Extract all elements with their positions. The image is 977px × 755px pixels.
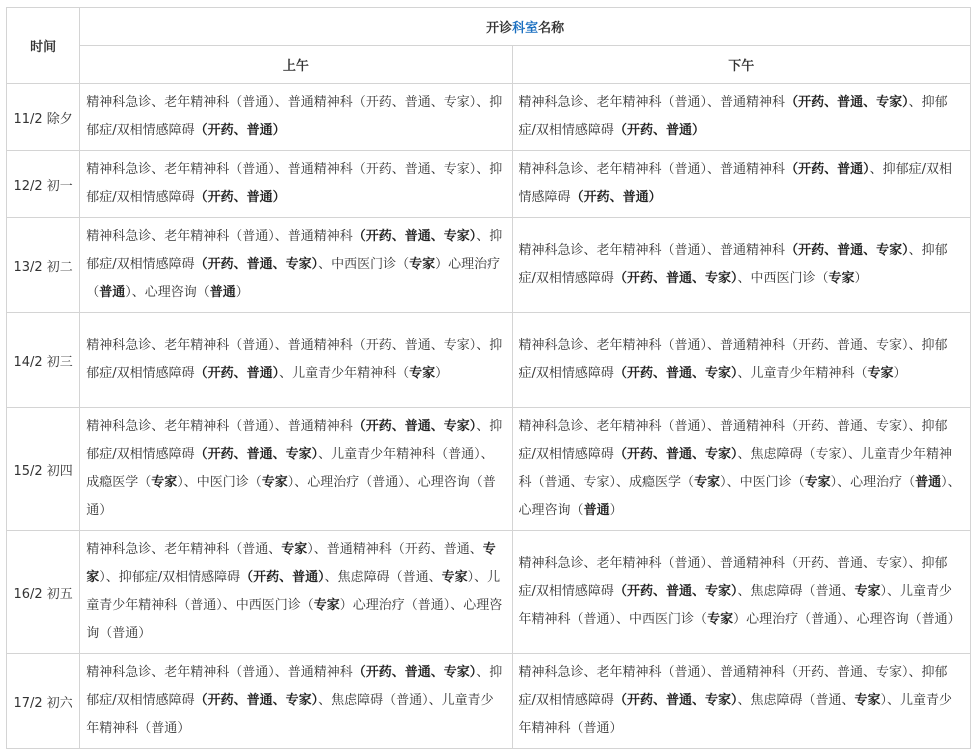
emphasized-text: （开药、普通） [194,190,286,205]
afternoon-header: 下午 [512,46,970,84]
department-text: 精神科急诊、老年精神科（普通）、普通精神科（开药、普通、专家）、抑郁症/双相情感障碍 [86,338,503,381]
emphasized-text: （开药、普通） [194,123,286,138]
emphasized-text: （开药、普通） [613,123,705,138]
emphasized-text: 专家 [409,366,436,381]
department-text: 精神科急诊、老年精神科（普通、 [86,542,282,557]
emphasized-text: （开药、普通、专家） [613,271,738,286]
department-text: 精神科急诊、老年精神科（普通）、普通精神科（开药、普通、专家）、抑郁症/双相情感障碍 [518,338,948,381]
schedule-row [7,84,971,151]
department-text: ） [435,366,449,381]
department-text: 、抑郁症/双相情感障碍 [518,162,952,205]
date-cell: 16/2 初五 [7,531,80,654]
department-text: 精神科急诊、老年精神科（普通）、普通精神科（开药、普通、专家）、抑郁症/双相情感障碍 [86,162,503,205]
department-text: ）心理治疗（普通）、心理咨询（普通） [733,612,961,627]
department-text: 、焦虑障碍（普通、 [324,570,442,585]
time-header: 时间 [7,8,80,84]
department-text: 、儿童青少年精神科（ [279,366,410,381]
emphasized-text: （开药、普通、专家） [785,95,909,110]
emphasized-text: 普通 [583,503,610,518]
department-text: 、焦虑障碍（普通）、儿童青少年精神科（普通） [86,693,494,736]
department-text: 、焦虑障碍（普通、 [737,693,855,708]
department-text: 精神科急诊、老年精神科（普通）、普通精神科（开药、普通、专家）、抑郁症/双相情感障碍 [518,665,948,708]
date-cell: 11/2 除夕 [7,84,80,151]
morning-departments-cell [80,531,512,654]
department-text: 、抑郁症/双相情感障碍 [518,95,948,138]
department-text: ）心理治疗（ [86,257,501,300]
emphasized-text: （开药、普通） [240,570,325,585]
clinic-schedule-table [6,7,971,749]
department-text: ） [893,366,907,381]
department-text: ） [854,271,868,286]
schedule-row [7,654,971,749]
emphasized-text: 专家 [867,366,894,381]
schedule-row [7,151,971,218]
department-text: 、中西医门诊（ [318,257,410,272]
emphasized-text: （开药、普通） [570,190,662,205]
department-text: 、抑郁症/双相情感障碍 [86,229,503,272]
emphasized-text: 专家 [151,475,178,490]
morning-departments-cell [80,408,512,531]
emphasized-text: 专家 [854,693,881,708]
afternoon-departments-cell [512,408,970,531]
emphasized-text: 专家 [441,570,468,585]
schedule-container [6,7,971,749]
department-text: ）、抑郁症/双相情感障碍 [99,570,241,585]
emphasized-text: （开药、普通、专家） [785,243,909,258]
schedule-row [7,313,971,408]
schedule-row [7,531,971,654]
emphasized-text: 专家 [313,598,340,613]
department-text: ）、儿童青少年精神科（普通） [518,693,952,736]
department-text: 、儿童青少年精神科（ [737,366,868,381]
afternoon-departments-cell [512,151,970,218]
emphasized-text: （开药、普通、专家） [352,229,477,244]
date-cell: 12/2 初一 [7,151,80,218]
department-text: ） [609,503,623,518]
emphasized-text: 专家 [694,475,721,490]
emphasized-text: 普通 [209,285,236,300]
department-text: ）、心理治疗（普通）、心理咨询（普通） [86,475,496,518]
department-text: 精神科急诊、老年精神科（普通）、普通精神科 [518,243,786,258]
emphasized-text: （开药、普通、专家） [613,447,738,462]
department-text: 精神科急诊、老年精神科（普通）、普通精神科（开药、普通、专家）、抑郁症/双相情感障碍 [518,556,948,599]
morning-departments-cell [80,84,512,151]
emphasized-text: （开药、普通、专家） [194,257,319,272]
department-text: 、儿童青少年精神科（普通）、成瘾医学（ [86,447,494,490]
date-cell: 14/2 初三 [7,313,80,408]
morning-departments-cell [80,218,512,313]
emphasized-text: 专家 [854,584,881,599]
emphasized-text: 专家 [86,542,496,585]
emphasized-text: 专家 [804,475,831,490]
emphasized-text: （开药、普通） [194,366,280,381]
morning-departments-cell [80,313,512,408]
department-text: 、抑郁症/双相情感障碍 [86,419,503,462]
emphasized-text: （开药、普通、专家） [613,366,738,381]
emphasized-text: 普通 [915,475,942,490]
emphasized-text: 专家 [409,257,436,272]
emphasized-text: 专家 [281,542,308,557]
department-text: 精神科急诊、老年精神科（普通）、普通精神科 [86,419,353,434]
date-cell: 13/2 初二 [7,218,80,313]
department-text: 精神科急诊、老年精神科（普通）、普通精神科 [518,95,786,110]
morning-departments-cell [80,151,512,218]
date-cell: 15/2 初四 [7,408,80,531]
morning-departments-cell [80,654,512,749]
department-text: ）、中医门诊（ [720,475,805,490]
department-text: ）、儿童青少年精神科（普通）、中西医门诊（ [86,570,501,613]
emphasized-text: 专家 [707,612,734,627]
header-title-after: 名称 [538,21,565,36]
morning-header: 上午 [80,46,512,84]
department-text: ）、心理治疗（ [830,475,916,490]
department-text: ）心理治疗（普通）、心理咨询（普通） [86,598,503,641]
schedule-body [7,84,971,749]
emphasized-text: 普通 [99,285,126,300]
afternoon-departments-cell [512,313,970,408]
emphasized-text: （开药、普通、专家） [613,584,738,599]
department-text: ） [235,285,249,300]
department-text: 、中西医门诊（ [737,271,829,286]
department-text: 、焦虑障碍（普通、 [737,584,855,599]
afternoon-departments-cell [512,84,970,151]
schedule-row [7,218,971,313]
afternoon-departments-cell [512,654,970,749]
emphasized-text: 专家 [261,475,288,490]
department-text: 精神科急诊、老年精神科（普通）、普通精神科 [86,229,353,244]
header-title-highlight: 科室 [512,21,539,36]
emphasized-text: （开药、普通、专家） [613,693,738,708]
department-text: ）、心理咨询（ [125,285,210,300]
department-name-header [80,8,971,46]
emphasized-text: （开药、普通、专家） [194,447,319,462]
department-text: 精神科急诊、老年精神科（普通）、普通精神科 [518,162,786,177]
department-text: 、抑郁症/双相情感障碍 [518,243,948,286]
date-cell: 17/2 初六 [7,654,80,749]
department-text: ）、普通精神科（开药、普通、 [307,542,483,557]
afternoon-departments-cell [512,531,970,654]
department-text: 精神科急诊、老年精神科（普通）、普通精神科 [86,665,353,680]
afternoon-departments-cell [512,218,970,313]
department-text: ）、心理咨询（ [518,475,961,518]
emphasized-text: （开药、普通、专家） [352,665,477,680]
emphasized-text: （开药、普通） [785,162,870,177]
department-text: ）、中医门诊（ [177,475,262,490]
emphasized-text: 专家 [828,271,855,286]
department-text: 精神科急诊、老年精神科（普通）、普通精神科（开药、普通、专家）、抑郁症/双相情感障碍 [86,95,503,138]
schedule-row [7,408,971,531]
department-text: 、焦虑障碍（专家）、儿童青少年精神科（普通、专家）、成瘾医学（ [518,447,952,490]
department-text: ）、儿童青少年精神科（普通）、中西医门诊（ [518,584,952,627]
header-title-before: 开诊 [486,21,513,36]
emphasized-text: （开药、普通、专家） [352,419,477,434]
department-text: 、抑郁症/双相情感障碍 [86,665,503,708]
emphasized-text: （开药、普通、专家） [194,693,319,708]
department-text: 精神科急诊、老年精神科（普通）、普通精神科（开药、普通、专家）、抑郁症/双相情感障碍 [518,419,948,462]
